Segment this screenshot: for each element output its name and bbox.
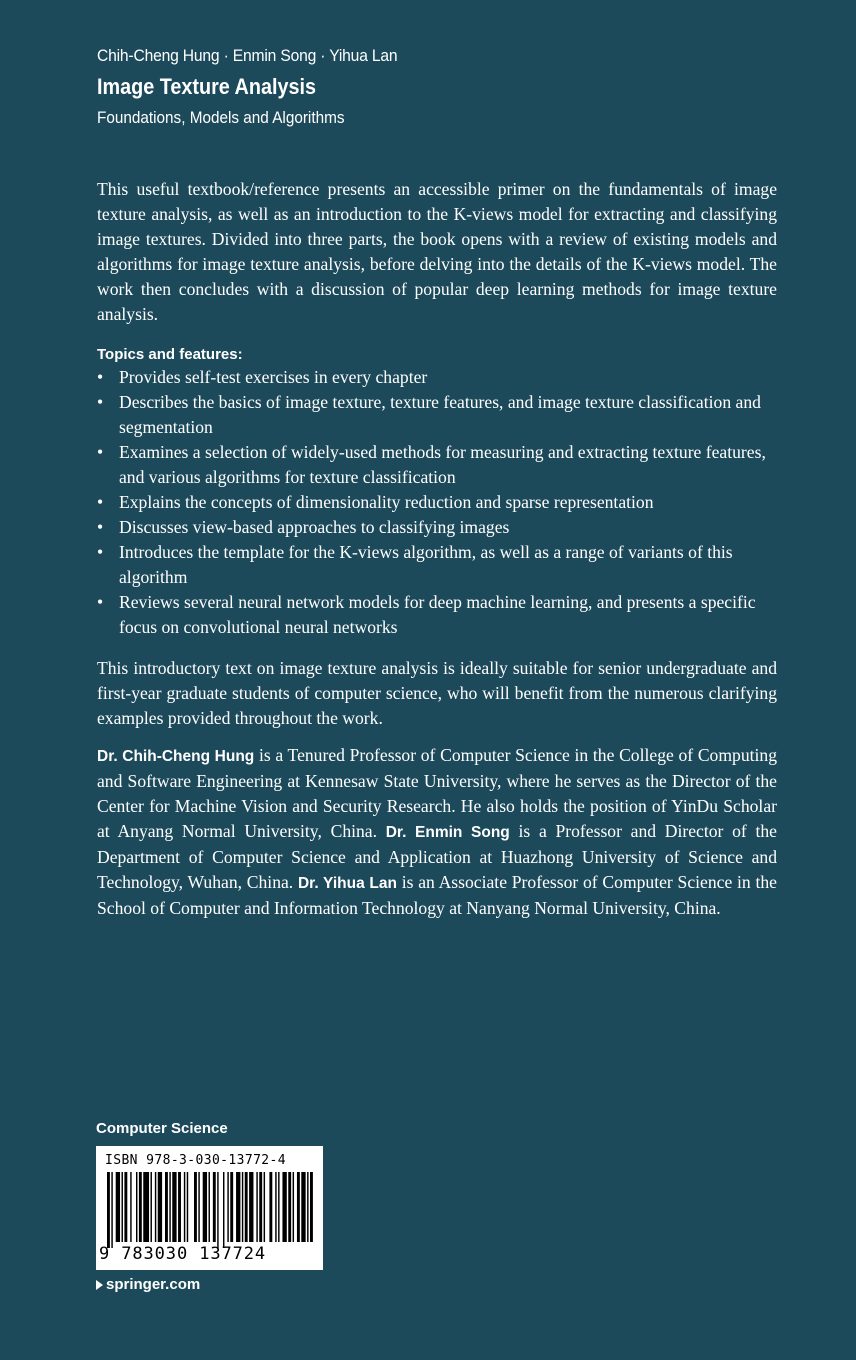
list-item: • Introduces the template for the K-views algorithm, as well as a range of variants of this algorithm xyxy=(97,542,733,587)
barcode-digits: 9 783030 137724 xyxy=(99,1244,267,1264)
bullet-icon: • xyxy=(97,517,104,537)
barcode-bar xyxy=(194,1172,197,1242)
barcode-bar xyxy=(124,1172,127,1242)
barcode-bar xyxy=(245,1172,248,1242)
barcode-bar xyxy=(307,1172,308,1242)
barcode-bar xyxy=(236,1172,240,1242)
barcode-bar xyxy=(264,1172,265,1242)
barcode-bar xyxy=(275,1172,276,1242)
bullet-icon: • xyxy=(97,442,104,462)
barcode-bar xyxy=(293,1172,294,1242)
list-item: • Reviews several neural network models for deep machine learning, and presents a specific focus on convolutional neural networks xyxy=(97,592,756,637)
list-item: • Examines a selection of widely-used methods for measuring and extracting texture features, and various algorithms for texture classification xyxy=(97,442,766,487)
summary-paragraph: This introductory text on image texture analysis is ideally suitable for senior undergraduate and first-year graduate students of computer science, who will benefit from the numerous clarifying examples provided throughout the work. xyxy=(97,658,777,728)
barcode-bar xyxy=(223,1172,224,1248)
barcode-bar xyxy=(169,1172,170,1242)
barcode-bar xyxy=(151,1172,152,1242)
barcode-bar xyxy=(184,1172,185,1242)
barcode-bar xyxy=(230,1172,233,1242)
barcode-bar xyxy=(227,1172,228,1242)
barcode-bar xyxy=(130,1172,131,1242)
bullet-icon: • xyxy=(97,392,104,412)
triangle-arrow-icon xyxy=(96,1280,103,1290)
barcode-bar xyxy=(297,1172,300,1242)
barcode-bar xyxy=(116,1172,120,1242)
barcode-icon xyxy=(105,1172,314,1248)
intro-paragraph: This useful textbook/reference presents an accessible primer on the fundamentals of image texture analysis, as well as an introduction to the K-views model for extracting and classifying image textures. Divided into three parts, the book opens with a review of existing models and algorithms for image texture analysis, before delving into the details of the K-views model. The work then concludes with a discussion of popular deep learning methods for image texture analysis. xyxy=(97,179,777,324)
barcode-bar xyxy=(242,1172,243,1242)
authors-line: Chih-Cheng Hung · Enmin Song · Yihua Lan xyxy=(97,46,398,65)
barcode-bar xyxy=(282,1172,286,1242)
list-item: • Provides self-test exercises in every chapter xyxy=(97,365,777,390)
barcode-bar xyxy=(178,1172,181,1242)
barcode-bar xyxy=(139,1172,142,1242)
barcode-bar xyxy=(278,1172,279,1242)
barcode-bar xyxy=(310,1172,313,1242)
bullet-icon: • xyxy=(97,592,104,612)
barcode-bar xyxy=(213,1172,216,1242)
barcode-bar xyxy=(122,1172,123,1242)
barcode-bar xyxy=(209,1172,210,1242)
list-item: • Explains the concepts of dimensionality reduction and sparse representation xyxy=(97,490,777,515)
isbn-label: ISBN 978-3-030-13772-4 xyxy=(105,1153,286,1168)
list-item: • Describes the basics of image texture, texture features, and image texture classification and segmentation xyxy=(97,392,761,437)
barcode-bar xyxy=(172,1172,176,1242)
book-subtitle: Foundations, Models and Algorithms xyxy=(97,108,345,127)
barcode-bar xyxy=(249,1172,253,1242)
barcode-bar xyxy=(165,1172,168,1242)
barcode-bar xyxy=(107,1172,110,1248)
barcode-bar xyxy=(198,1172,199,1242)
barcode-bar xyxy=(111,1172,112,1248)
bullet-icon: • xyxy=(97,367,104,387)
blurb xyxy=(97,177,777,921)
features-list xyxy=(97,365,777,640)
barcode-bar xyxy=(288,1172,291,1242)
barcode-bar xyxy=(301,1172,305,1242)
list-item: • Discusses view-based approaches to classifying images xyxy=(97,515,777,540)
topics-heading: Topics and features: xyxy=(97,346,243,363)
isbn-barcode xyxy=(96,1146,323,1270)
publisher-link[interactable]: springer.com xyxy=(96,1276,200,1293)
author-name-1: Dr. Chih-Cheng Hung xyxy=(97,748,255,765)
barcode-bar xyxy=(259,1172,262,1242)
barcode-bar xyxy=(155,1172,156,1242)
barcode-bar xyxy=(143,1172,149,1242)
barcode-bar xyxy=(256,1172,257,1242)
author-name-3: Dr. Yihua Lan xyxy=(297,875,397,892)
bullet-icon: • xyxy=(97,542,104,562)
author-bio-paragraph: Dr. Chih-Cheng Hung is a Tenured Professor of Computer Science in the College of Computing and Software Engineering at Kennesaw State University, where he serves as the Director of the Center for Machine Vision and Security Research. He also holds the position of YinDu Scholar at Anyang Normal University, China. Dr. Enmin Song is a Professor and Director of the Department of Computer Science and Application at Huazhong University of Science and Technology, Wuhan, China. Dr. Yihua Lan is an Associate Professor of Computer Science in the School of Computer and Information Technology at Nanyang Normal University, China. xyxy=(97,745,777,918)
barcode-bar xyxy=(187,1172,188,1242)
barcode-bar xyxy=(203,1172,207,1242)
barcode-bar xyxy=(158,1172,162,1242)
bullet-icon: • xyxy=(97,492,104,512)
subject-category: Computer Science xyxy=(96,1120,228,1137)
barcode-bar xyxy=(136,1172,137,1242)
author-name-2: Dr. Enmin Song xyxy=(385,824,510,841)
book-title: Image Texture Analysis xyxy=(97,74,316,99)
barcode-bar xyxy=(269,1172,272,1242)
barcode-bar xyxy=(217,1172,218,1248)
